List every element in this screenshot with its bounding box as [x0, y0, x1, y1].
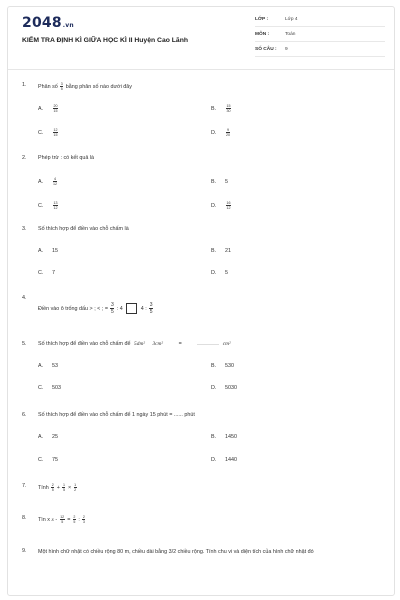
- q2-option-b[interactable]: B. 5: [211, 179, 228, 185]
- q6-option-a[interactable]: A. 25: [38, 434, 58, 440]
- exam-sheet: 2048.vn KIỂM TRA ĐỊNH KÌ GIỮA HỌC KÌ II Huyện Cao Lãnh LỚP : Lớp 4 MÔN : Toán SỐ CÂU : 9 1. Phân số $\frac{3}{5}$ bằng phân số nào dưới đây A. $\frac{20}{15}$ B. $\frac{15}{30}$ C. $\frac{12}{15}$ D. $\frac{9}{20}$ 2. Phép trừ : có kết quả là A. $\frac{4}{12}$ B. 5 C. $\frac{13}{12}$ D. $\frac{16}{12}$ 3. Số thích hợp để điền vào chỗ chấm là A. 15 B. 21 C. 7 D. 5 4. Điền vào ô trống dấu > ; < ; = $\frac{3}{5}$ : 4 4 : $\frac{3}{5}$ 5. Số thích hợp để điền vào chỗ chấm để 5dm² 3cm² = ........... cm² A. 53 B. 530 C. 503 D. 5030 6. Số thích hợp để điền vào chỗ chấm để 1 ngày 15 phút = ...... phút A. 25 B. 1450 C. 75 D. 1440 7. Tính $\frac{2}{5}$ + $\frac{1}{5}$ × $\frac{1}{2}$ 8. Tìn x x - $\frac{12}{5}$ = $\frac{2}{5}$ : $\frac{2}{3}$ 9. Một hình chữ nhật có chiều rộng 80 m, chiều dài bằng 3/2 chiều rộng. Tính chu vi và diện tích của hình chữ nhật đó: [7, 6, 395, 596]
- q2-option-c[interactable]: C. $\frac{13}{12}$: [38, 201, 58, 210]
- meta-subject: MÔN : Toán: [255, 28, 385, 42]
- q5-option-b[interactable]: B. 530: [211, 363, 234, 369]
- q6-option-b[interactable]: B. 1450: [211, 434, 237, 440]
- q1-option-d[interactable]: D. $\frac{9}{20}$: [211, 128, 230, 137]
- q3-option-d[interactable]: D. 5: [211, 270, 228, 276]
- exam-header: [8, 7, 394, 70]
- q1-option-a[interactable]: A. $\frac{20}{15}$: [38, 104, 58, 113]
- fraction: $\frac{3}{5}$: [60, 82, 63, 91]
- meta-class: LỚP : Lớp 4: [255, 13, 385, 27]
- q2-option-a[interactable]: A. $\frac{4}{12}$: [38, 177, 57, 186]
- answer-box[interactable]: [126, 303, 137, 314]
- q6-option-d[interactable]: D. 1440: [211, 457, 237, 463]
- q5-option-d[interactable]: D. 5030: [211, 385, 237, 391]
- q2-option-d[interactable]: D. $\frac{16}{12}$: [211, 201, 231, 210]
- q3-option-b[interactable]: B. 21: [211, 248, 231, 254]
- q1-option-b[interactable]: B. $\frac{15}{30}$: [211, 104, 231, 113]
- q5-option-c[interactable]: C. 503: [38, 385, 61, 391]
- exam-title: KIỂM TRA ĐỊNH KÌ GIỮA HỌC KÌ II Huyện Cao Lãnh: [22, 37, 188, 44]
- q1-option-c[interactable]: C. $\frac{12}{15}$: [38, 128, 58, 137]
- q3-option-c[interactable]: C. 7: [38, 270, 55, 276]
- meta-question-count: SỐ CÂU : 9: [255, 43, 385, 57]
- q3-option-a[interactable]: A. 15: [38, 248, 58, 254]
- site-logo[interactable]: 2048.vn: [22, 15, 74, 31]
- q6-option-c[interactable]: C. 75: [38, 457, 58, 463]
- q5-option-a[interactable]: A. 53: [38, 363, 58, 369]
